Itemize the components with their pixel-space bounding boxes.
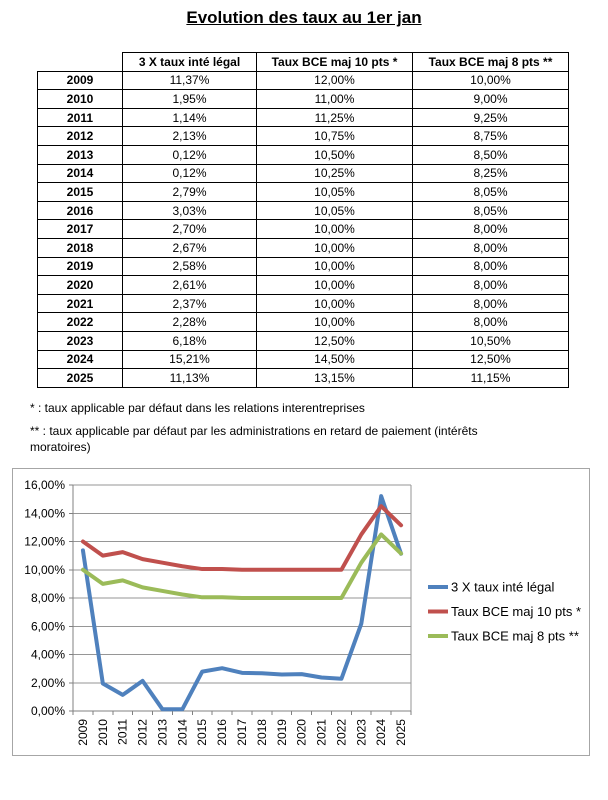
table-row <box>38 369 569 388</box>
footnote-2 <box>30 423 575 455</box>
value-cell: 10,50% <box>257 145 413 164</box>
y-tick-label: 16,00% <box>24 477 65 492</box>
value-cell: 1,14% <box>123 108 257 127</box>
year-cell: 2016 <box>38 201 123 220</box>
table-row <box>38 201 569 220</box>
y-tick-label: 12,00% <box>24 534 65 549</box>
rates-line-chart <box>12 468 590 756</box>
value-cell: 8,50% <box>413 145 569 164</box>
y-tick-label: 8,00% <box>30 590 65 605</box>
year-cell: 2020 <box>38 276 123 295</box>
value-cell: 1,95% <box>123 90 257 109</box>
value-cell: 8,00% <box>413 220 569 239</box>
table-corner-cell <box>38 53 123 72</box>
x-tick-label: 2020 <box>294 718 309 746</box>
footnote-2-line-2: moratoires) <box>30 439 91 454</box>
footnote-2-line-1: ** : taux applicable par défaut par les administrations en retard de paiement (intérêts <box>30 423 478 438</box>
year-cell: 2018 <box>38 238 123 257</box>
table-row <box>38 331 569 350</box>
x-tick-label: 2024 <box>374 718 389 746</box>
year-cell: 2012 <box>38 127 123 146</box>
x-tick-label: 2021 <box>314 718 329 746</box>
x-tick-label: 2010 <box>95 718 110 746</box>
table-row <box>38 350 569 369</box>
value-cell: 2,70% <box>123 220 257 239</box>
legend-label-2: Taux BCE maj 8 pts ** <box>451 628 579 644</box>
value-cell: 9,00% <box>413 90 569 109</box>
value-cell: 12,50% <box>413 350 569 369</box>
value-cell: 8,00% <box>413 257 569 276</box>
x-tick-label: 2017 <box>235 718 249 746</box>
year-cell: 2010 <box>38 90 123 109</box>
value-cell: 10,75% <box>257 127 413 146</box>
year-cell: 2017 <box>38 220 123 239</box>
table-row <box>38 276 569 295</box>
value-cell: 6,18% <box>123 331 257 350</box>
chart-canvas <box>13 469 589 755</box>
value-cell: 2,13% <box>123 127 257 146</box>
column-header-bce8: Taux BCE maj 8 pts ** <box>413 53 569 72</box>
value-cell: 10,00% <box>257 294 413 313</box>
year-cell: 2009 <box>38 71 123 90</box>
footnote-1: * : taux applicable par défaut dans les relations interentreprises <box>30 400 365 415</box>
value-cell: 2,61% <box>123 276 257 295</box>
value-cell: 0,12% <box>123 145 257 164</box>
value-cell: 2,79% <box>123 183 257 202</box>
y-tick-label: 0,00% <box>30 703 65 718</box>
value-cell: 10,25% <box>257 164 413 183</box>
x-tick-label: 2015 <box>195 718 210 746</box>
value-cell: 10,00% <box>257 257 413 276</box>
table-row <box>38 257 569 276</box>
year-cell: 2015 <box>38 183 123 202</box>
x-tick-label: 2009 <box>75 718 90 746</box>
value-cell: 8,75% <box>413 127 569 146</box>
value-cell: 0,12% <box>123 164 257 183</box>
y-tick-label: 6,00% <box>30 618 65 633</box>
x-tick-label: 2023 <box>354 718 369 746</box>
year-cell: 2021 <box>38 294 123 313</box>
value-cell: 11,37% <box>123 71 257 90</box>
x-tick-label: 2013 <box>155 718 170 746</box>
table-row <box>38 294 569 313</box>
chart-legend <box>428 579 581 643</box>
value-cell: 15,21% <box>123 350 257 369</box>
rates-table <box>37 52 569 388</box>
x-tick-label: 2014 <box>175 718 190 746</box>
year-cell: 2023 <box>38 331 123 350</box>
value-cell: 10,00% <box>413 71 569 90</box>
value-cell: 8,00% <box>413 238 569 257</box>
value-cell: 11,00% <box>257 90 413 109</box>
legend-label-1: Taux BCE maj 10 pts * <box>451 603 582 619</box>
value-cell: 10,00% <box>257 238 413 257</box>
value-cell: 10,00% <box>257 276 413 295</box>
x-tick-label: 2018 <box>254 718 269 746</box>
y-tick-label: 10,00% <box>24 562 65 577</box>
y-tick-label: 2,00% <box>30 675 65 690</box>
table-row <box>38 71 569 90</box>
x-tick-label: 2012 <box>135 718 150 746</box>
year-cell: 2013 <box>38 145 123 164</box>
value-cell: 10,00% <box>257 220 413 239</box>
year-cell: 2022 <box>38 313 123 332</box>
rates-table-body <box>38 71 569 387</box>
table-row <box>38 220 569 239</box>
x-tick-label: 2019 <box>274 718 289 746</box>
table-row <box>38 183 569 202</box>
axes <box>69 485 411 715</box>
column-header-legal: 3 X taux inté légal <box>123 53 257 72</box>
value-cell: 8,05% <box>413 201 569 220</box>
year-cell: 2011 <box>38 108 123 127</box>
y-axis-labels <box>24 478 65 718</box>
value-cell: 14,50% <box>257 350 413 369</box>
x-tick-label: 2022 <box>334 718 349 746</box>
table-row <box>38 127 569 146</box>
value-cell: 2,37% <box>123 294 257 313</box>
page-title <box>0 8 608 28</box>
value-cell: 11,25% <box>257 108 413 127</box>
year-cell: 2025 <box>38 369 123 388</box>
series-line-2 <box>83 534 401 598</box>
value-cell: 2,28% <box>123 313 257 332</box>
value-cell: 11,15% <box>413 369 569 388</box>
value-cell: 8,00% <box>413 294 569 313</box>
value-cell: 8,25% <box>413 164 569 183</box>
value-cell: 10,50% <box>413 331 569 350</box>
page-title-text: Evolution des taux au 1er jan <box>186 8 422 27</box>
series-line-1 <box>83 506 401 570</box>
x-axis-labels <box>76 718 408 745</box>
value-cell: 10,00% <box>257 313 413 332</box>
value-cell: 13,15% <box>257 369 413 388</box>
value-cell: 9,25% <box>413 108 569 127</box>
column-header-bce10: Taux BCE maj 10 pts * <box>257 53 413 72</box>
value-cell: 8,00% <box>413 276 569 295</box>
table-row <box>38 238 569 257</box>
value-cell: 11,13% <box>123 369 257 388</box>
table-row <box>38 164 569 183</box>
table-row <box>38 313 569 332</box>
value-cell: 10,05% <box>257 201 413 220</box>
value-cell: 2,67% <box>123 238 257 257</box>
table-row <box>38 145 569 164</box>
x-tick-label: 2025 <box>394 718 409 746</box>
value-cell: 12,00% <box>257 71 413 90</box>
year-cell: 2024 <box>38 350 123 369</box>
series-line-0 <box>83 496 401 709</box>
value-cell: 3,03% <box>123 201 257 220</box>
year-cell: 2014 <box>38 164 123 183</box>
table-header-row <box>38 53 569 72</box>
y-tick-label: 14,00% <box>24 505 65 520</box>
value-cell: 10,05% <box>257 183 413 202</box>
y-tick-label: 4,00% <box>30 647 65 662</box>
x-tick-label: 2011 <box>115 718 130 745</box>
year-cell: 2019 <box>38 257 123 276</box>
table-row <box>38 90 569 109</box>
x-tick-label: 2016 <box>215 718 230 746</box>
value-cell: 12,50% <box>257 331 413 350</box>
value-cell: 2,58% <box>123 257 257 276</box>
y-gridlines <box>73 485 411 683</box>
value-cell: 8,00% <box>413 313 569 332</box>
table-row <box>38 108 569 127</box>
value-cell: 8,05% <box>413 183 569 202</box>
legend-label-0: 3 X taux inté légal <box>451 579 555 595</box>
document-page <box>0 8 608 800</box>
